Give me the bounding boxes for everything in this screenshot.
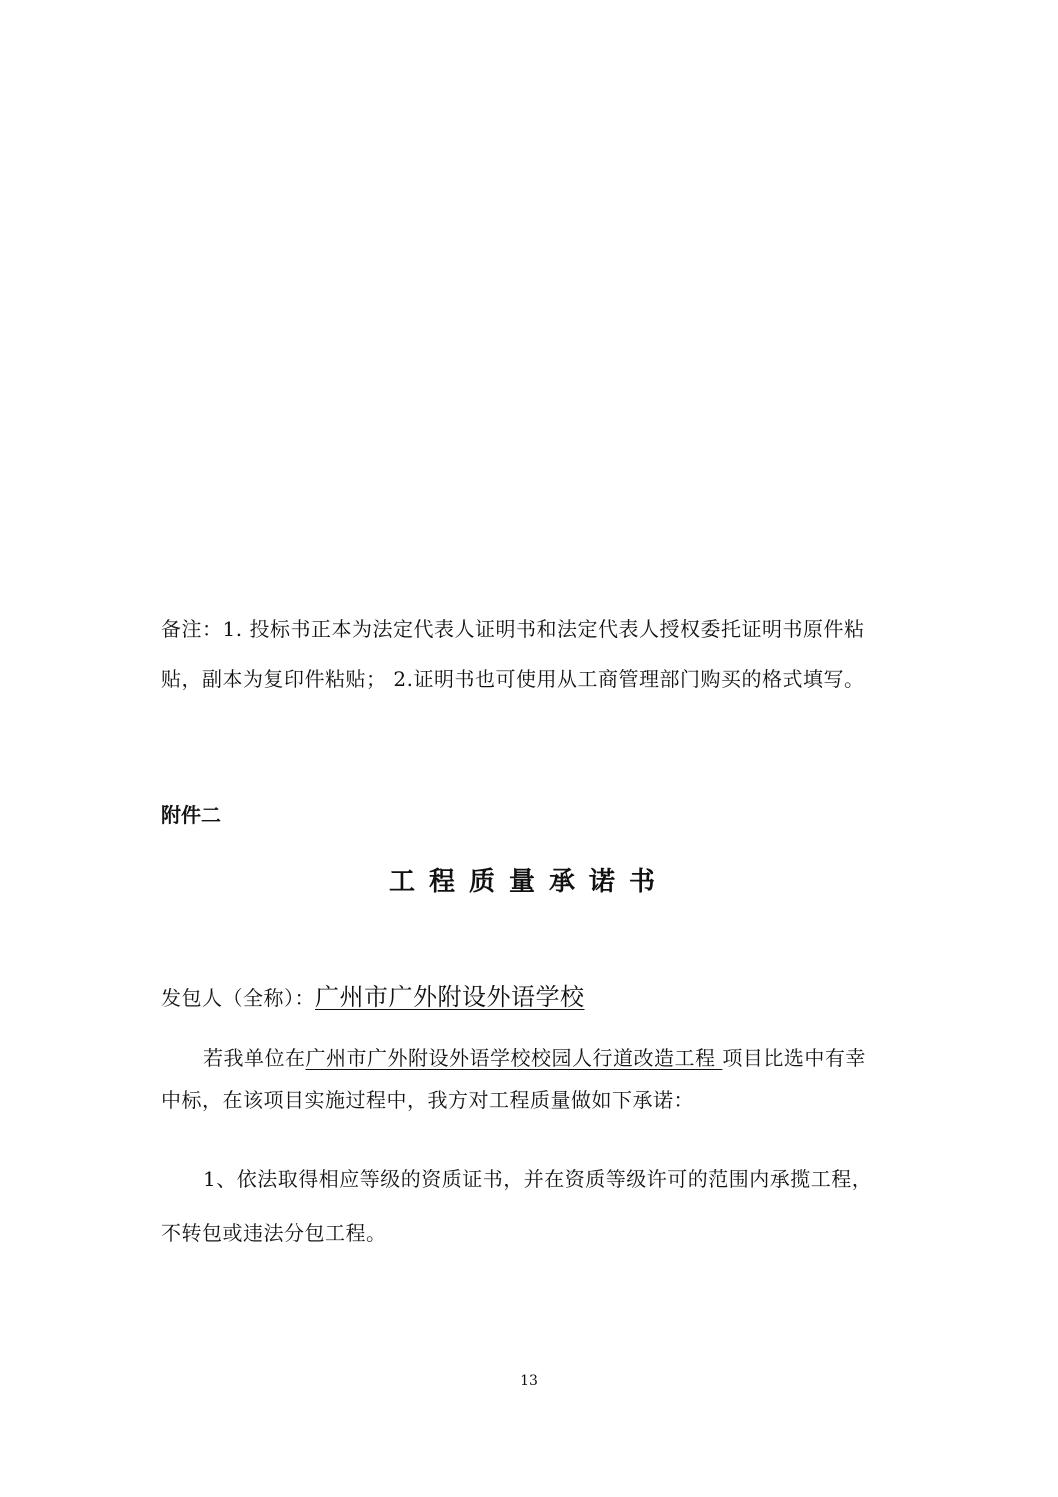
project-name: 广州市广外附设外语学校校园人行道改造工程 bbox=[305, 1046, 723, 1070]
intro-line-2: 中标，在该项目实施过程中，我方对工程质量做如下承诺： bbox=[161, 1088, 694, 1112]
employer-name: 广州市广外附设外语学校 bbox=[315, 983, 585, 1011]
annex-label: 附件二 bbox=[161, 803, 221, 827]
page-title: 工程质量承诺书 bbox=[388, 867, 669, 897]
intro-prefix: 若我单位在 bbox=[203, 1046, 306, 1070]
item1-line-2: 不转包或违法分包工程。 bbox=[161, 1221, 387, 1245]
employer-line bbox=[161, 982, 585, 1013]
note-line-2: 贴，副本为复印件粘贴； 2.证明书也可使用从工商管理部门购买的格式填写。 bbox=[161, 667, 865, 691]
page-number: 13 bbox=[520, 1373, 538, 1389]
item1-line-1: 1、依法取得相应等级的资质证书，并在资质等级许可的范围内承揽工程， bbox=[203, 1167, 873, 1191]
employer-label: 发包人（全称）： bbox=[161, 986, 315, 1010]
note-line-1: 备注：1. 投标书正本为法定代表人证明书和法定代表人授权委托证明书原件粘 bbox=[161, 617, 865, 641]
intro-line-1 bbox=[203, 1046, 866, 1070]
intro-suffix: 项目比选中有幸 bbox=[722, 1046, 866, 1070]
